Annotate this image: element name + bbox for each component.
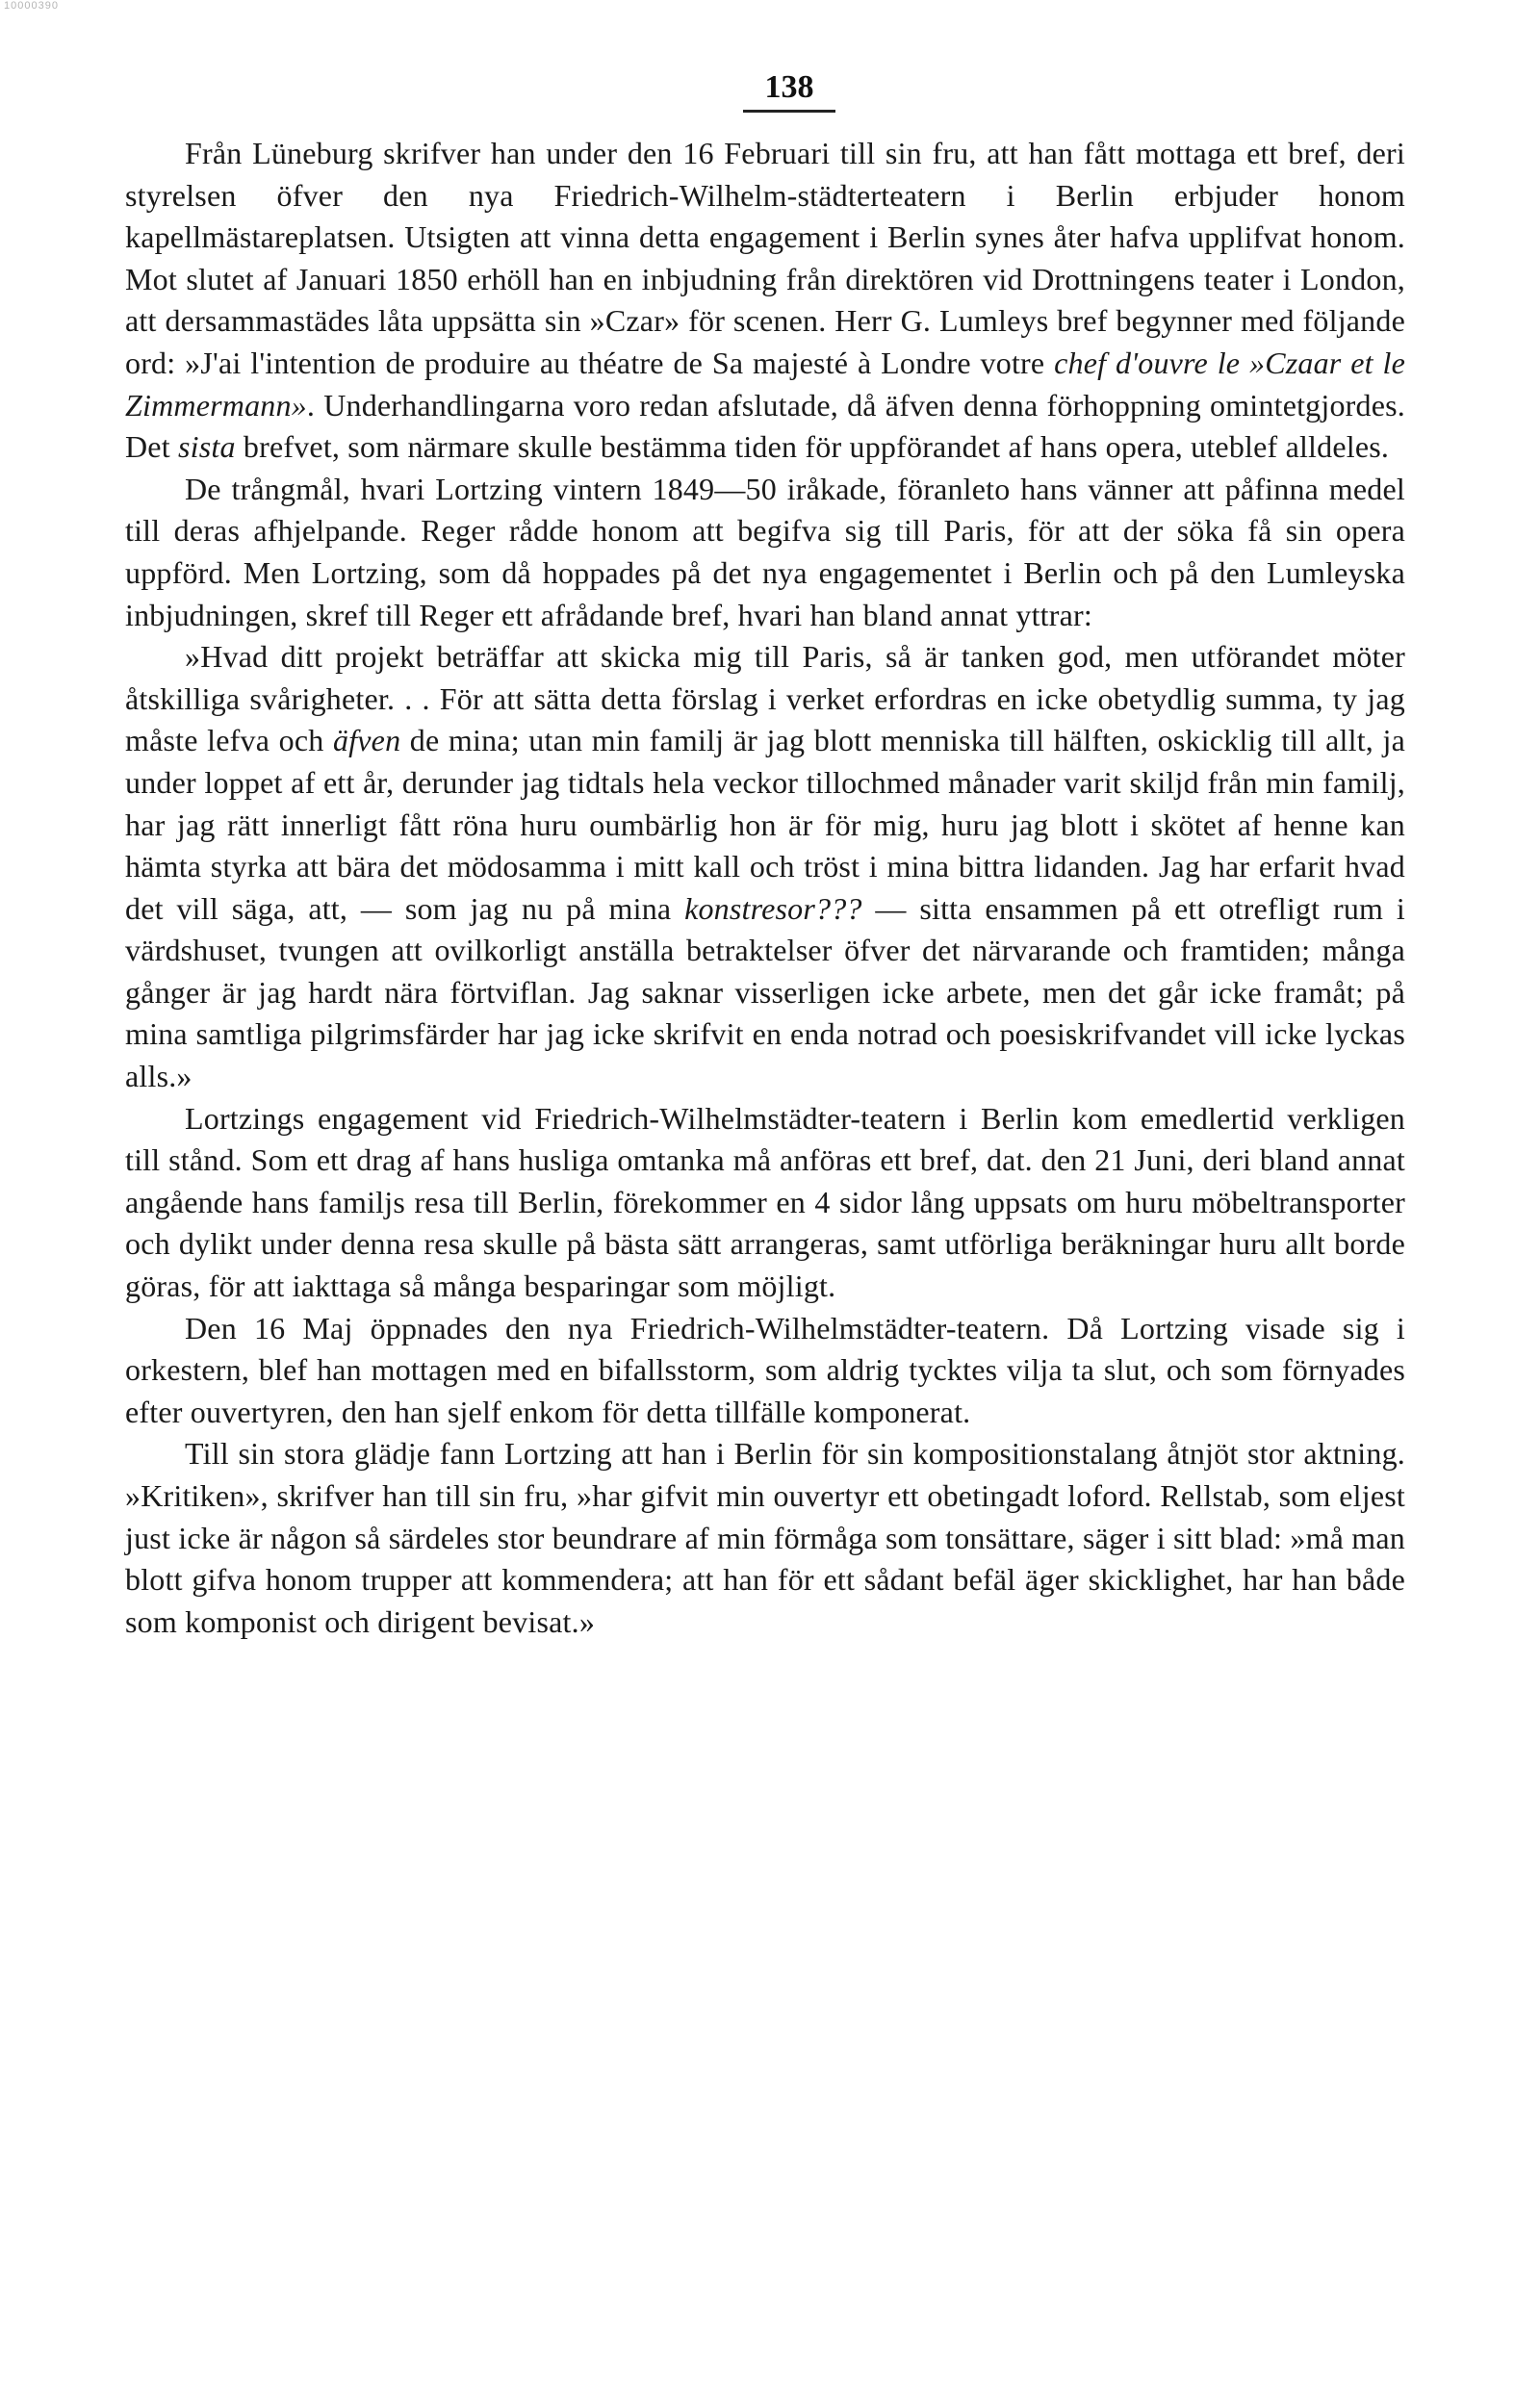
italic-run: äfven (332, 723, 401, 758)
text-run: . Underhandlingarna voro redan afslutade, då äfven denna förhoppning omintetgjordes. Det (125, 387, 1405, 465)
paragraph-quoted-letter (125, 636, 1405, 1098)
page-number: 138 (743, 69, 835, 113)
italic-run: chef d'ouvre (1054, 345, 1208, 380)
text-run: brefvet, som närmare skulle bestämma tiden för uppförandet af hans opera, uteblef alldeles. (235, 429, 1390, 465)
paragraph-berlin-engagement (125, 1098, 1405, 1308)
italic-run: konstresor??? (684, 890, 862, 926)
paragraph-luneburg-letter (125, 133, 1405, 469)
paragraph-theatre-opening (125, 1308, 1405, 1434)
italic-run: le »Czaar et le Zimmermann» (125, 345, 1406, 423)
text-run: Från Lüneburg skrifver han under den 16 Februari till sin fru, att han fått mottaga ett bref, deri styrelsen öfver den nya Friedrich-Wilhelm-städterteatern i Berlin erbjuder honom kapellmästareplatsen. Utsigten att vinna detta engagement i Berlin synes åter hafva upplifvat honom. Mot slutet af Januari 1850 erhöll han en inbjudning från direktören vid Drottningens teater i London, att dersammastädes låta uppsätta sin »Czar» för scenen. Herr G. Lumleys bref begynner med följande ord: »J'ai l'intention de produire au théatre de Sa majesté à Londre votre (125, 136, 1405, 380)
text-run: Den 16 Maj öppnades den nya Friedrich-Wilhelmstädter-teatern. Då Lortzing visade sig i orkestern, blef han mottagen med en bifallsstorm, som aldrig tycktes vilja ta slut, och som förnyades efter ouvertyren, den han sjelf enkom för detta tillfälle komponerat. (125, 1310, 1405, 1429)
italic-run: sista (178, 429, 236, 465)
paragraph-critical-acclaim (125, 1433, 1405, 1643)
text-run (1208, 346, 1218, 380)
text-run: »Hvad ditt projekt beträffar att skicka mig till Paris, så är tanken god, men utförandet möter åtskilliga svårigheter. . . För att sätta detta förslag i verket erfordras en icke obetydlig summa, ty jag måste lefva och (125, 639, 1405, 758)
text-run: De trångmål, hvari Lortzing vintern 1849—50 iråkade, föranleto hans vänner att påfinna medel till deras afhjelpande. Reger rådde honom att begifva sig till Paris, för att der söka få sin opera uppförd. Men Lortzing, som då hoppades på det nya engagementet i Berlin och på den Lumleyska inbjudningen, skref till Reger ett afrådande bref, hvari han bland annat yttrar: (125, 471, 1405, 632)
paragraph-financial-troubles (125, 469, 1405, 636)
page-text (125, 133, 1405, 1643)
text-run: — sitta ensammen på ett otrefligt rum i värdshuset, tvungen att ovilkorligt anställa betraktelser öfver det närvarande och framtiden; många gånger är jag hardt nära förtviflan. Jag saknar visserligen icke arbete, men det går icke framåt; på mina samtliga pilgrimsfärder har jag icke skrifvit en enda notrad och poesiskrifvandet vill icke lyckas alls.» (125, 890, 1405, 1094)
text-run: Lortzings engagement vid Friedrich-Wilhelmstädter-teatern i Berlin kom emedlertid verkligen till stånd. Som ett drag af hans husliga omtanka må anföras ett bref, dat. den 21 Juni, deri bland annat angående hans familjs resa till Berlin, förekommer en 4 sidor lång uppsats om huru möbeltransporter och dylikt under denna resa skulle på bästa sätt arrangeras, samt utförliga beräkningar huru allt borde göras, för att iakttaga så många besparingar som möjligt. (125, 1100, 1405, 1304)
text-run: Till sin stora glädje fann Lortzing att han i Berlin för sin kompositionstalang åtnjöt stor aktning. »Kritiken», skrifver han till sin fru, »har gifvit min ouvertyr ett obetingadt loford. Rellstab, som eljest just icke är någon så särdeles stor beundrare af min förmåga som tonsättare, säger i sitt blad: »må man blott gifva honom trupper att kommendera; att han för ett sådant befäl äger skicklighet, har han både som komponist och dirigent bevisat.» (125, 1436, 1405, 1639)
text-run: de mina; utan min familj är jag blott menniska till hälften, oskicklig till allt, ja under loppet af ett år, derunder jag tidtals hela veckor tillochmed månader varit skiljd från min familj, har jag rätt innerligt fått röna huru oumbärlig hon är för mig, huru jag blott i skötet af henne kan hämta styrka att bära det mödosamma i mitt kall och tröst i mina bittra lidanden. Jag har erfarit hvad det vill säga, att, — som jag nu på mina (125, 723, 1406, 926)
scan-id-label: 10000390 (4, 0, 59, 12)
